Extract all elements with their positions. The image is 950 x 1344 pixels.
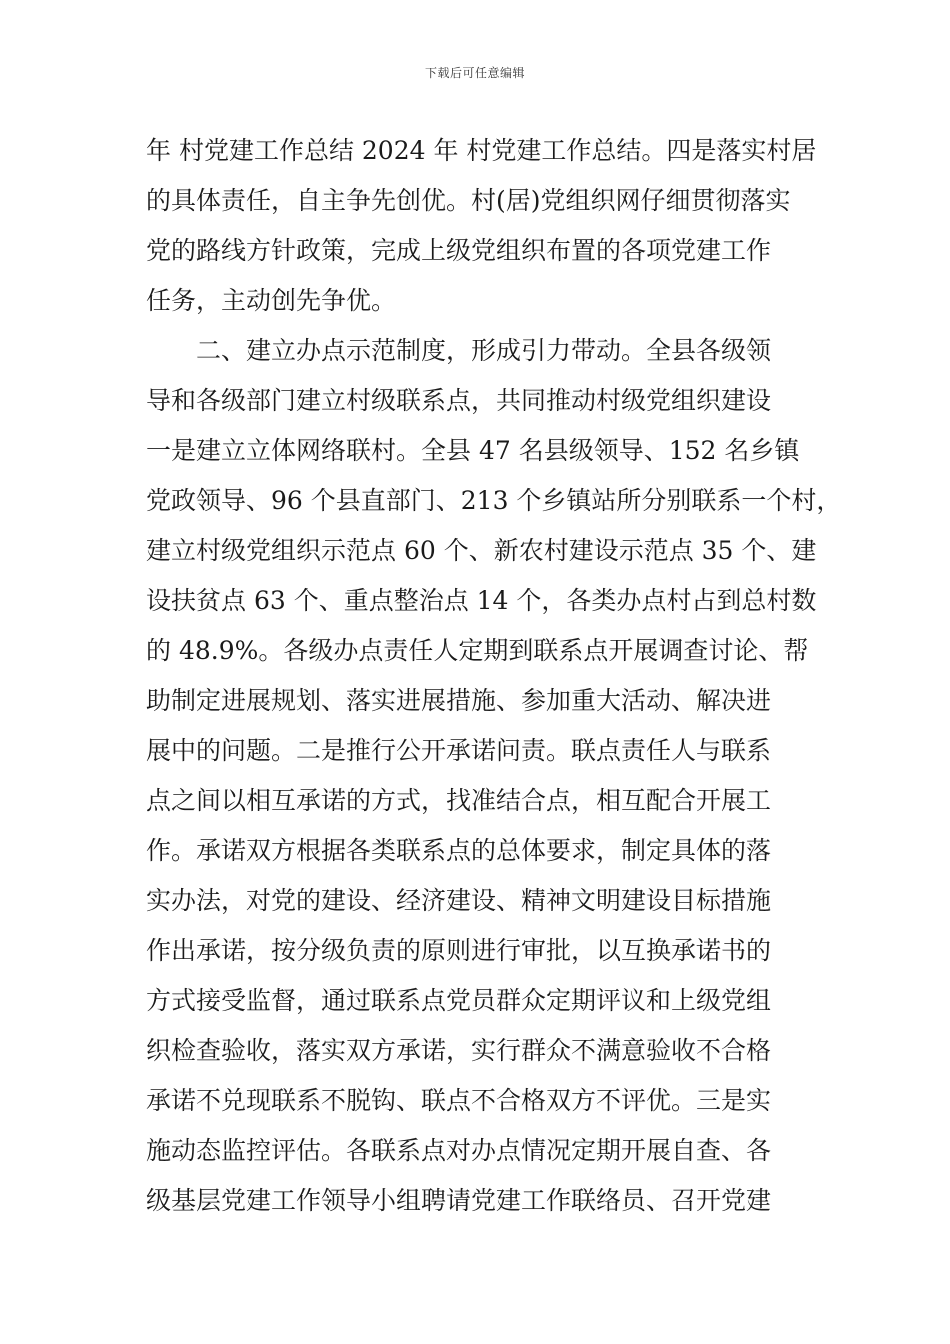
page-header: 下载后可任意编辑: [424, 66, 525, 80]
text-line: 方式接受监督，通过联系点党员群众定期评议和上级党组: [146, 986, 772, 1015]
text-line: 的具体责任，自主争先创优。村(居)党组织网仔细贯彻落实: [146, 186, 791, 215]
text-line: 实办法，对党的建设、经济建设、精神文明建设目标措施: [146, 886, 772, 915]
text-line: 的 48.9%。各级办点责任人定期到联系点开展调查讨论、帮: [146, 636, 809, 665]
text-line: 建立村级党组织示范点 60 个、新农村建设示范点 35 个、建: [146, 536, 817, 565]
text-line: 年 村党建工作总结 2024 年 村党建工作总结。四是落实村居: [146, 136, 817, 165]
text-line: 展中的问题。二是推行公开承诺问责。联点责任人与联系: [146, 736, 772, 765]
text-line: 党的路线方针政策，完成上级党组织布置的各项党建工作: [146, 236, 772, 265]
text-line: 施动态监控评估。各联系点对办点情况定期开展自查、各: [146, 1136, 772, 1165]
text-line: 作出承诺，按分级负责的原则进行审批，以互换承诺书的: [146, 936, 772, 965]
text-line: 点之间以相互承诺的方式，找准结合点，相互配合开展工: [146, 786, 772, 815]
text-line: 任务，主动创先争优。: [146, 286, 397, 315]
document-body: [146, 126, 842, 1226]
text-line: 党政领导、96 个县直部门、213 个乡镇站所分别联系一个村，: [146, 486, 842, 515]
text-line: 级基层党建工作领导小组聘请党建工作联络员、召开党建: [146, 1186, 772, 1215]
text-line: 一是建立立体网络联村。全县 47 名县级领导、152 名乡镇: [146, 436, 800, 465]
text-line: 承诺不兑现联系不脱钩、联点不合格双方不评优。三是实: [146, 1086, 772, 1115]
text-line: 织检查验收，落实双方承诺，实行群众不满意验收不合格: [146, 1036, 772, 1065]
text-line: 导和各级部门建立村级联系点，共同推动村级党组织建设: [146, 386, 772, 415]
text-line: 助制定进展规划、落实进展措施、参加重大活动、解决进: [146, 686, 772, 715]
text-line: 作。承诺双方根据各类联系点的总体要求，制定具体的落: [146, 836, 772, 865]
text-line: 设扶贫点 63 个、重点整治点 14 个，各类办点村占到总村数: [146, 586, 817, 615]
section-heading-line: 二、建立办点示范制度，形成引力带动。全县各级领: [196, 336, 772, 365]
